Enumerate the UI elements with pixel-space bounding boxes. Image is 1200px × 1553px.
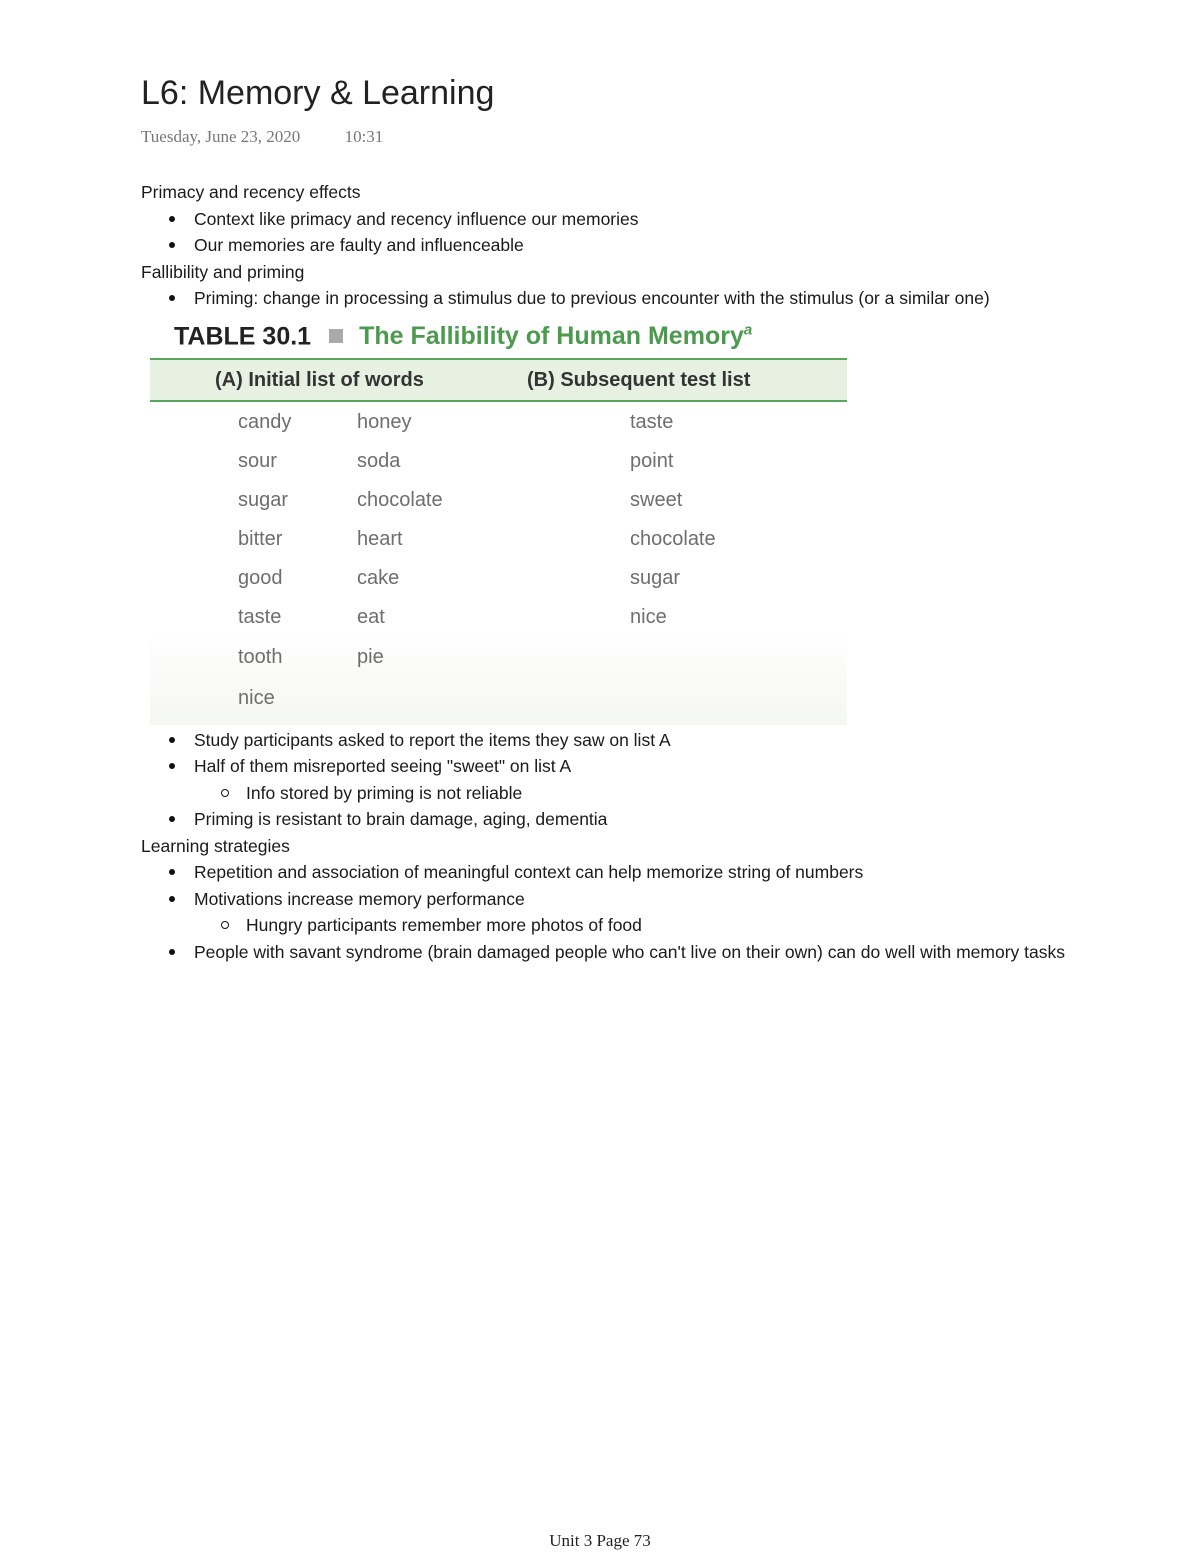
- note-time: 10:31: [344, 127, 384, 146]
- table-cell: sour: [238, 449, 277, 472]
- sub-list: [194, 780, 1081, 807]
- list-item-text: Motivations increase memory performance: [194, 888, 525, 909]
- table-image: [150, 316, 847, 725]
- note-metadata: [141, 127, 383, 147]
- sub-list: [194, 912, 1081, 939]
- table-cell: chocolate: [630, 527, 716, 550]
- section-heading-learning: Learning strategies: [141, 835, 290, 856]
- square-icon: [329, 329, 343, 343]
- table-cell: pie: [357, 645, 384, 668]
- sub-list-item: Hungry participants remember more photos of food: [246, 912, 1081, 939]
- table-cell: soda: [357, 449, 401, 472]
- table-cell: candy: [238, 410, 292, 433]
- table-cell: tooth: [238, 645, 283, 668]
- fallibility-after-table-bullets: [141, 727, 1081, 833]
- table-cell: cake: [357, 566, 400, 589]
- table-heading: [174, 318, 752, 350]
- primacy-bullets: [141, 206, 1081, 259]
- table-cell: sugar: [238, 488, 289, 511]
- list-item: Priming is resistant to brain damage, aging, dementia: [194, 806, 1081, 833]
- list-item: [194, 886, 1081, 939]
- column-header-a: (A) Initial list of words: [215, 368, 424, 391]
- table-cell: chocolate: [357, 488, 443, 511]
- table-cell: bitter: [238, 527, 283, 550]
- table-cell: eat: [357, 605, 385, 628]
- note-date: Tuesday, June 23, 2020: [141, 127, 301, 146]
- table-caption-footnote: a: [743, 321, 753, 339]
- list-item: People with savant syndrome (brain damaged people who can't live on their own) can do well with memory tasks: [194, 939, 1081, 966]
- list-item: Our memories are faulty and influenceable: [194, 232, 1081, 259]
- page-footer: Unit 3 Page 73: [549, 1531, 651, 1550]
- table-cell: good: [238, 566, 283, 589]
- table-cell: sweet: [630, 488, 683, 511]
- table-cell: taste: [630, 410, 674, 433]
- table-cell: sugar: [630, 566, 681, 589]
- list-item: Context like primacy and recency influence our memories: [194, 206, 1081, 233]
- list-item: Priming: change in processing a stimulus due to previous encounter with the stimulus (or a similar one): [194, 285, 1081, 312]
- learning-bullets: [141, 859, 1081, 965]
- list-item: Study participants asked to report the items they saw on list A: [194, 727, 1081, 754]
- list-item-text: Half of them misreported seeing "sweet" on list A: [194, 756, 572, 776]
- list-item: Repetition and association of meaningful context can help memorize string of numbers: [194, 859, 1081, 886]
- note-body: [141, 179, 1081, 965]
- table-caption-text: The Fallibility of Human Memory: [359, 321, 744, 350]
- fallibility-bullets: [141, 285, 1081, 312]
- section-heading-primacy: Primacy and recency effects: [141, 182, 361, 202]
- table-caption: [359, 322, 752, 350]
- list-item: [194, 753, 1081, 806]
- table-cell: nice: [238, 686, 275, 709]
- table-cell: honey: [357, 410, 412, 433]
- column-header-b: (B) Subsequent test list: [527, 368, 751, 391]
- table-cell: point: [630, 449, 674, 472]
- table-cell: heart: [357, 527, 403, 550]
- sub-list-item: Info stored by priming is not reliable: [246, 780, 1081, 807]
- table-cell: taste: [238, 605, 282, 628]
- table-number: TABLE 30.1: [174, 321, 312, 350]
- section-heading-fallibility: Fallibility and priming: [141, 261, 305, 282]
- page-title: L6: Memory & Learning: [141, 74, 495, 112]
- table-cell: nice: [630, 605, 667, 628]
